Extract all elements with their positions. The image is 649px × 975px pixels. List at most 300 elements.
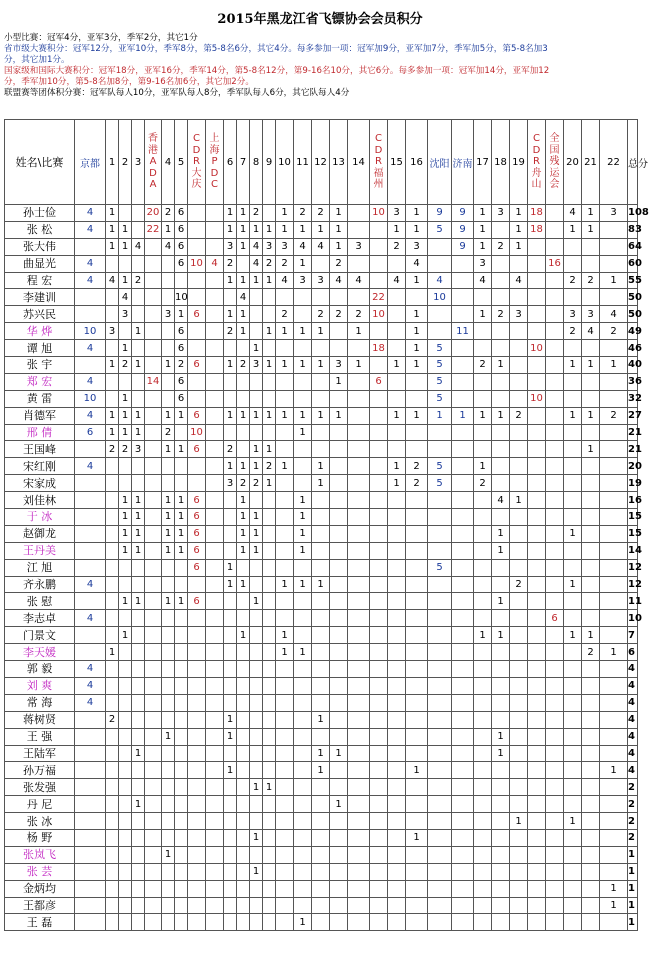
score-cell: 1: [237, 576, 250, 593]
score-cell: [312, 373, 330, 390]
score-cell: 4: [250, 255, 263, 272]
score-cell: [206, 914, 224, 931]
score-cell: [75, 492, 106, 509]
score-cell: 1: [132, 525, 145, 542]
score-cell: [582, 779, 600, 796]
score-cell: 4: [106, 272, 119, 289]
score-cell: 1: [132, 542, 145, 559]
score-cell: 1: [119, 627, 132, 644]
score-cell: 1: [250, 221, 263, 238]
score-cell: [406, 576, 428, 593]
score-cell: [263, 340, 276, 357]
score-cell: [206, 593, 224, 610]
score-cell: [224, 813, 237, 830]
score-cell: [224, 846, 237, 863]
score-cell: [119, 829, 132, 846]
event-column-header: 全国残运会: [546, 120, 564, 205]
member-name: 门景文: [5, 627, 75, 644]
score-cell: [428, 914, 452, 931]
score-cell: 1: [474, 238, 492, 255]
score-cell: [330, 390, 348, 407]
score-cell: [237, 390, 250, 407]
score-cell: 1: [224, 407, 237, 424]
total-score: 27: [628, 407, 638, 424]
score-cell: [406, 813, 428, 830]
score-cell: [294, 610, 312, 627]
score-cell: [582, 576, 600, 593]
score-cell: [492, 661, 510, 678]
score-cell: [119, 323, 132, 340]
score-cell: 9: [452, 205, 474, 222]
score-cell: 2: [492, 306, 510, 323]
score-cell: [276, 424, 294, 441]
score-cell: 1: [119, 221, 132, 238]
score-cell: [600, 661, 628, 678]
score-cell: [388, 593, 406, 610]
score-cell: [330, 661, 348, 678]
score-cell: [237, 661, 250, 678]
score-cell: [600, 627, 628, 644]
score-cell: 2: [600, 323, 628, 340]
score-cell: [452, 779, 474, 796]
score-cell: [492, 610, 510, 627]
score-cell: [564, 829, 582, 846]
score-cell: [406, 644, 428, 661]
score-cell: [388, 677, 406, 694]
score-cell: [162, 610, 175, 627]
score-cell: [600, 221, 628, 238]
score-cell: [564, 509, 582, 526]
score-cell: 2: [406, 475, 428, 492]
score-cell: [348, 813, 370, 830]
event-column-header: 3: [132, 120, 145, 205]
score-cell: 1: [452, 407, 474, 424]
score-cell: 1: [250, 542, 263, 559]
score-cell: 3: [106, 323, 119, 340]
score-cell: [119, 745, 132, 762]
score-cell: 2: [474, 357, 492, 374]
score-cell: [206, 762, 224, 779]
score-cell: [312, 255, 330, 272]
score-cell: 4: [75, 272, 106, 289]
score-cell: [370, 846, 388, 863]
score-cell: [510, 779, 528, 796]
score-cell: [175, 914, 188, 931]
score-cell: [474, 424, 492, 441]
score-cell: [263, 593, 276, 610]
score-cell: [263, 694, 276, 711]
score-cell: [406, 914, 428, 931]
score-cell: [474, 559, 492, 576]
score-cell: [510, 424, 528, 441]
score-cell: [600, 846, 628, 863]
score-cell: [250, 306, 263, 323]
score-cell: [406, 542, 428, 559]
score-cell: [452, 509, 474, 526]
score-cell: [188, 880, 206, 897]
score-cell: 1: [294, 255, 312, 272]
score-cell: [106, 779, 119, 796]
score-cell: [75, 475, 106, 492]
score-cell: 4: [330, 272, 348, 289]
score-cell: [175, 829, 188, 846]
score-cell: [294, 593, 312, 610]
event-column-header: 8: [250, 120, 263, 205]
score-cell: [370, 829, 388, 846]
total-score: 2: [628, 813, 638, 830]
total-score: 32: [628, 390, 638, 407]
score-cell: [75, 779, 106, 796]
score-cell: 4: [250, 238, 263, 255]
score-cell: [600, 711, 628, 728]
table-row: [5, 593, 638, 610]
score-cell: [600, 475, 628, 492]
score-cell: [162, 323, 175, 340]
score-cell: [276, 610, 294, 627]
member-name: 于 冰: [5, 509, 75, 526]
score-cell: [188, 846, 206, 863]
score-cell: 1: [312, 576, 330, 593]
score-cell: 1: [224, 458, 237, 475]
total-score: 36: [628, 373, 638, 390]
score-cell: [106, 559, 119, 576]
score-cell: [474, 829, 492, 846]
score-cell: [145, 694, 162, 711]
score-cell: [492, 340, 510, 357]
table-row: [5, 289, 638, 306]
score-cell: [564, 610, 582, 627]
score-cell: [106, 458, 119, 475]
score-cell: [188, 762, 206, 779]
score-cell: [528, 728, 546, 745]
score-cell: [474, 492, 492, 509]
score-cell: [188, 897, 206, 914]
score-cell: [263, 762, 276, 779]
score-cell: [250, 796, 263, 813]
table-row: [5, 357, 638, 374]
score-cell: 1: [406, 323, 428, 340]
score-cell: [175, 610, 188, 627]
score-cell: 1: [237, 492, 250, 509]
score-cell: 2: [564, 323, 582, 340]
score-cell: [106, 542, 119, 559]
score-cell: [162, 475, 175, 492]
score-cell: [492, 863, 510, 880]
score-cell: [263, 677, 276, 694]
score-cell: 1: [474, 407, 492, 424]
score-cell: 1: [237, 542, 250, 559]
score-cell: 3: [348, 238, 370, 255]
score-cell: [132, 711, 145, 728]
total-score: 20: [628, 458, 638, 475]
score-cell: 4: [75, 576, 106, 593]
score-cell: [370, 458, 388, 475]
score-cell: [546, 559, 564, 576]
score-cell: 6: [188, 357, 206, 374]
score-cell: [510, 880, 528, 897]
score-cell: 2: [250, 475, 263, 492]
table-row: [5, 762, 638, 779]
score-cell: [132, 559, 145, 576]
score-cell: [528, 627, 546, 644]
member-name: 宋红刚: [5, 458, 75, 475]
score-cell: 2: [237, 475, 250, 492]
score-cell: [510, 509, 528, 526]
score-cell: 1: [224, 205, 237, 222]
score-cell: [206, 576, 224, 593]
score-cell: [510, 441, 528, 458]
score-cell: [528, 863, 546, 880]
score-cell: [75, 897, 106, 914]
score-cell: 1: [224, 221, 237, 238]
score-cell: 4: [75, 340, 106, 357]
score-cell: 1: [132, 745, 145, 762]
score-cell: 1: [492, 357, 510, 374]
score-cell: [510, 829, 528, 846]
score-cell: [582, 458, 600, 475]
score-cell: [348, 221, 370, 238]
score-cell: [330, 542, 348, 559]
score-cell: [582, 593, 600, 610]
score-cell: [348, 542, 370, 559]
score-cell: 1: [162, 357, 175, 374]
score-cell: [348, 661, 370, 678]
score-cell: [206, 728, 224, 745]
score-cell: [452, 390, 474, 407]
score-cell: [162, 458, 175, 475]
score-cell: [370, 357, 388, 374]
score-cell: 4: [348, 272, 370, 289]
score-cell: 5: [428, 559, 452, 576]
event-column-header: 15: [388, 120, 406, 205]
score-cell: [600, 576, 628, 593]
score-cell: 1: [600, 272, 628, 289]
score-cell: [330, 525, 348, 542]
score-cell: [406, 846, 428, 863]
score-cell: [237, 863, 250, 880]
score-cell: 1: [162, 542, 175, 559]
score-cell: 1: [132, 424, 145, 441]
score-cell: 1: [175, 525, 188, 542]
score-cell: [294, 441, 312, 458]
score-cell: 1: [119, 525, 132, 542]
score-cell: [206, 863, 224, 880]
score-cell: [162, 661, 175, 678]
score-cell: [428, 255, 452, 272]
score-cell: [546, 694, 564, 711]
score-cell: [294, 306, 312, 323]
score-cell: [75, 762, 106, 779]
score-cell: 4: [428, 272, 452, 289]
score-cell: [546, 779, 564, 796]
event-column-header: 14: [348, 120, 370, 205]
score-cell: [145, 424, 162, 441]
score-cell: [546, 711, 564, 728]
score-cell: [546, 272, 564, 289]
score-cell: [250, 745, 263, 762]
score-cell: [492, 272, 510, 289]
score-cell: [294, 289, 312, 306]
score-cell: [370, 897, 388, 914]
score-cell: [294, 846, 312, 863]
score-cell: 1: [162, 492, 175, 509]
score-cell: [564, 644, 582, 661]
score-cell: 1: [600, 880, 628, 897]
score-cell: [492, 694, 510, 711]
table-row: [5, 728, 638, 745]
score-cell: [145, 441, 162, 458]
score-cell: [145, 340, 162, 357]
score-cell: [276, 897, 294, 914]
score-cell: [206, 424, 224, 441]
score-cell: 1: [564, 813, 582, 830]
member-name: 江 旭: [5, 559, 75, 576]
score-cell: [528, 458, 546, 475]
score-cell: [294, 627, 312, 644]
score-cell: 1: [106, 357, 119, 374]
score-cell: [312, 880, 330, 897]
score-cell: [582, 542, 600, 559]
score-cell: [428, 593, 452, 610]
score-cell: [119, 255, 132, 272]
score-cell: [330, 711, 348, 728]
score-cell: 4: [75, 407, 106, 424]
score-cell: [510, 289, 528, 306]
score-cell: [250, 323, 263, 340]
score-cell: [388, 762, 406, 779]
score-cell: [145, 289, 162, 306]
table-row: [5, 542, 638, 559]
event-column-header: 7: [237, 120, 250, 205]
score-cell: 1: [119, 340, 132, 357]
table-row: [5, 492, 638, 509]
score-cell: 1: [312, 458, 330, 475]
event-column-header: 11: [294, 120, 312, 205]
score-cell: [388, 255, 406, 272]
score-cell: [224, 863, 237, 880]
score-cell: [370, 627, 388, 644]
score-cell: [330, 694, 348, 711]
score-cell: [564, 559, 582, 576]
score-cell: [224, 542, 237, 559]
score-cell: [175, 475, 188, 492]
rule-line: 省市级大赛积分：冠军12分，亚军10分，季军8分，第5-8名6分，其它4分。每多参加一项：冠军加9分，亚军加7分，季军加5分，第5-8名加3: [4, 44, 548, 54]
score-cell: 1: [348, 323, 370, 340]
score-cell: 3: [510, 306, 528, 323]
total-score: 19: [628, 475, 638, 492]
score-cell: [546, 289, 564, 306]
score-cell: [312, 728, 330, 745]
score-cell: [528, 492, 546, 509]
score-cell: [175, 728, 188, 745]
score-cell: [132, 205, 145, 222]
score-cell: [132, 458, 145, 475]
score-cell: [510, 255, 528, 272]
score-cell: [276, 559, 294, 576]
score-cell: 1: [492, 745, 510, 762]
event-column-header: 2: [119, 120, 132, 205]
score-cell: 1: [132, 593, 145, 610]
score-cell: [428, 644, 452, 661]
score-cell: 1: [564, 576, 582, 593]
score-cell: [330, 492, 348, 509]
score-cell: [224, 745, 237, 762]
score-cell: [528, 407, 546, 424]
score-cell: [294, 661, 312, 678]
score-cell: [564, 796, 582, 813]
score-cell: [263, 559, 276, 576]
score-cell: [428, 627, 452, 644]
table-row: [5, 407, 638, 424]
score-cell: 1: [294, 492, 312, 509]
score-cell: [119, 677, 132, 694]
score-cell: [492, 897, 510, 914]
score-cell: [145, 661, 162, 678]
score-cell: 1: [276, 221, 294, 238]
score-cell: 2: [312, 306, 330, 323]
score-cell: 9: [452, 221, 474, 238]
score-cell: 1: [294, 407, 312, 424]
score-cell: 1: [162, 221, 175, 238]
score-cell: [162, 694, 175, 711]
score-cell: [119, 694, 132, 711]
score-cell: [582, 796, 600, 813]
score-cell: 4: [237, 289, 250, 306]
score-cell: [546, 813, 564, 830]
score-cell: [263, 796, 276, 813]
score-cell: 10: [370, 306, 388, 323]
score-cell: [474, 390, 492, 407]
score-cell: [145, 458, 162, 475]
score-cell: 10: [188, 424, 206, 441]
score-cell: [546, 627, 564, 644]
score-cell: [312, 796, 330, 813]
score-cell: [237, 880, 250, 897]
score-cell: [145, 272, 162, 289]
score-cell: 1: [276, 627, 294, 644]
score-cell: [312, 559, 330, 576]
score-cell: [452, 880, 474, 897]
total-score: 1: [628, 863, 638, 880]
score-cell: [175, 880, 188, 897]
total-score: 2: [628, 779, 638, 796]
score-cell: [294, 711, 312, 728]
score-cell: 1: [250, 829, 263, 846]
score-cell: [474, 593, 492, 610]
score-cell: [546, 407, 564, 424]
score-cell: [145, 711, 162, 728]
score-cell: 6: [188, 593, 206, 610]
score-cell: [388, 525, 406, 542]
score-cell: [119, 779, 132, 796]
score-cell: [330, 340, 348, 357]
score-cell: [330, 576, 348, 593]
score-cell: [546, 542, 564, 559]
total-score: 4: [628, 677, 638, 694]
total-score: 15: [628, 525, 638, 542]
event-column-header: 沈阳: [428, 120, 452, 205]
score-cell: 3: [564, 306, 582, 323]
score-cell: [206, 407, 224, 424]
score-cell: [263, 914, 276, 931]
score-cell: [388, 863, 406, 880]
score-cell: 3: [600, 205, 628, 222]
score-cell: [119, 762, 132, 779]
score-cell: [175, 796, 188, 813]
score-cell: 5: [428, 373, 452, 390]
score-cell: [175, 897, 188, 914]
score-cell: [175, 863, 188, 880]
